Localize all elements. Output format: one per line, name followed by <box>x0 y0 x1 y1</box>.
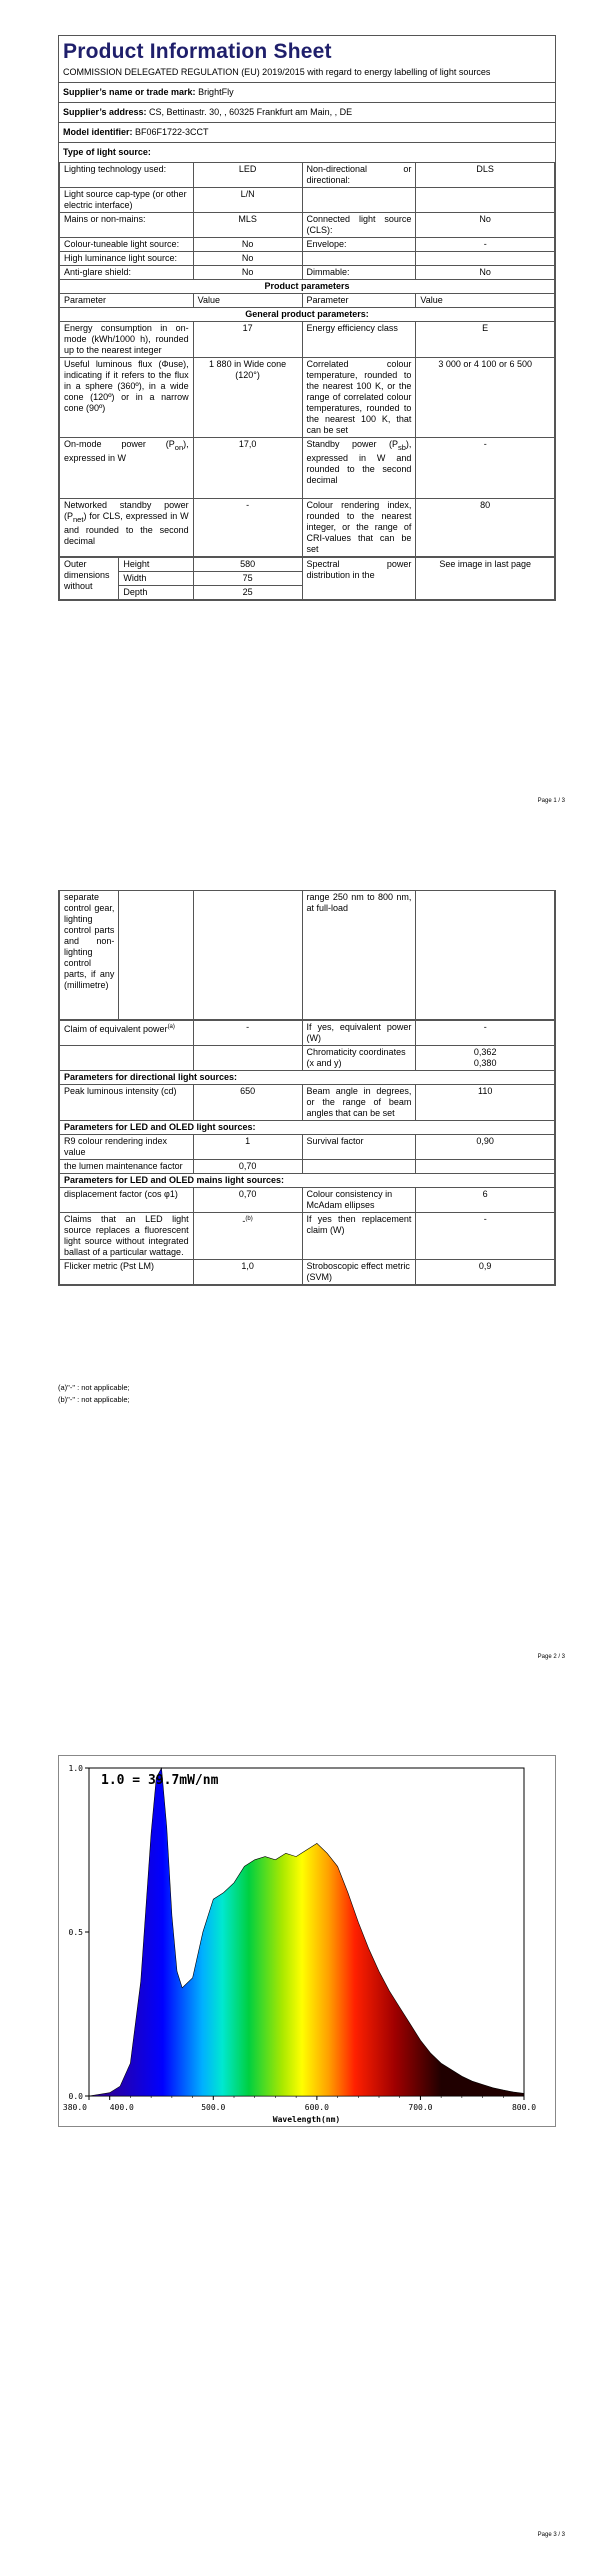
table-row: R9 colour rendering index value 1 Survival factor 0,90 <box>60 1135 555 1160</box>
footnote-a: (a)"-" : not applicable; <box>58 1383 130 1392</box>
page-number: Page 3 / 3 <box>537 2532 565 2538</box>
dimensions-table-part2 <box>59 890 555 1020</box>
x-axis-label: Wavelength(nm) <box>272 2115 341 2124</box>
table-row: displacement factor (cos φ1) 0,70 Colour consistency in McAdam ellipses 6 <box>60 1188 555 1213</box>
spectral-chart <box>58 1755 556 2127</box>
table-row: Energy consumption in on-mode (kWh/1000 h), rounded up to the nearest integer 17 Energy efficiency class E <box>60 322 555 358</box>
x-tick-label: 800.0 <box>511 2103 537 2112</box>
info-sheet-frame-continued <box>58 890 556 1286</box>
spectral-plot <box>59 1756 555 2126</box>
table-row: Useful luminous flux (Φuse), indicating if it refers to the flux in a sphere (360º), in a wide cone (120º) or in a narrow cone (90º) 1 880 in Wide cone (120°) Correlated colour temperature, rounded to the nearest 100 K, or the range of correlated colour temperatures, rounded to the nearest 100 K, that can be set 3 000 or 4 100 or 6 500 <box>60 358 555 438</box>
page-title: Product Information Sheet <box>63 40 332 63</box>
table-row: Networked standby power $(P_{net})$ for CLS, expressed in W and rounded to the second decimal - Colour rendering index, rounded to the nearest integer, or the range of CRI-values that can be set 80 <box>60 499 555 557</box>
supplier-name: BrightFly <box>198 87 234 97</box>
table-row: Depth 25 <box>60 586 555 600</box>
model-row <box>59 123 555 143</box>
page-1 <box>0 0 603 830</box>
parameters-table-page2 <box>59 1020 555 1285</box>
x-tick-label: 400.0 <box>109 2103 134 2112</box>
spectrum-area <box>89 1768 524 2096</box>
supplier-address-label: Supplier’s address: <box>63 107 147 117</box>
light-source-type-header: Type of light source: <box>63 147 151 157</box>
y-tick-label: 0.0 <box>68 2092 83 2101</box>
table-row: Colour-tuneable light source: No Envelope: - <box>60 238 555 252</box>
y-tick-label: 1.0 <box>68 1764 83 1773</box>
supplier-address: CS, Bettinastr. 30, , 60325 Frankfurt am Main, , DE <box>149 107 353 117</box>
table-row: Claim of equivalent power$^{(a)}$ - If yes, equivalent power (W) - <box>60 1021 555 1046</box>
table-row: Anti-glare shield: No Dimmable: No <box>60 266 555 280</box>
footnote-b: (b)"-" : not applicable; <box>58 1395 130 1404</box>
footnotes <box>58 1382 130 1406</box>
page-2 <box>0 830 603 1660</box>
product-parameters-header: Product parameters <box>60 280 555 294</box>
led-header: Parameters for LED and OLED light sources: <box>60 1121 555 1135</box>
page-number: Page 2 / 3 <box>537 1654 565 1660</box>
model-label: Model identifier: <box>63 127 133 137</box>
chart-title: 1.0 = 39.7mW/nm <box>101 1773 219 1788</box>
y-tick-label: 0.5 <box>68 1928 83 1937</box>
table-row: Outer dimensions without Height 580 Spectral power distribution in the See image in last page <box>60 558 555 572</box>
table-row: the lumen maintenance factor 0,70 <box>60 1160 555 1174</box>
supplier-name-label: Supplier’s name or trade mark: <box>63 87 196 97</box>
supplier-address-row <box>59 103 555 123</box>
x-tick-label: 700.0 <box>408 2103 433 2112</box>
table-row: On-mode power $(P_{on})$, expressed in W 17,0 Standby power $(P_{sb})$, expressed in W and rounded to the second decimal - <box>60 438 555 499</box>
supplier-name-row <box>59 83 555 103</box>
model-identifier: BF06F1722-3CCT <box>135 127 209 137</box>
table-row: Width 75 <box>60 572 555 586</box>
directional-header: Parameters for directional light sources: <box>60 1071 555 1085</box>
table-row: Mains or non-mains: MLS Connected light source (CLS): No <box>60 213 555 238</box>
x-tick-label: 600.0 <box>304 2103 329 2112</box>
table-row: separate control gear, lighting control parts and non-lighting control parts, if any (millimetre) range 250 nm to 800 nm, at full-load <box>60 891 555 1020</box>
x-tick-label: 500.0 <box>201 2103 226 2112</box>
dimensions-table-part1 <box>59 557 555 600</box>
table-row: Flicker metric (Pst LM) 1,0 Stroboscopic effect metric (SVM) 0,9 <box>60 1260 555 1285</box>
table-row: Peak luminous intensity (cd) 650 Beam angle in degrees, or the range of beam angles that can be set 110 <box>60 1085 555 1121</box>
general-parameters-header: General product parameters: <box>60 308 555 322</box>
regulation-text: COMMISSION DELEGATED REGULATION (EU) 2019/2015 with regard to energy labelling of light sources <box>59 65 555 83</box>
column-header-row: Parameter Value Parameter Value <box>60 294 555 308</box>
table-row: Claims that an LED light source replaces a fluorescent light source without integrated ballast of a particular wattage. -$^{(b)}$ If yes then replacement claim (W) - <box>60 1213 555 1260</box>
table-row: Lighting technology used: LED Non-directional or directional: DLS <box>60 163 555 188</box>
table-row: High luminance light source: No <box>60 252 555 266</box>
table-row: Light source cap-type (or other electric interface) L/N <box>60 188 555 213</box>
x-tick-label: 380.0 <box>62 2103 87 2112</box>
page-3 <box>0 1660 603 2560</box>
light-source-table <box>59 162 555 557</box>
page-number: Page 1 / 3 <box>537 798 565 804</box>
table-row: Chromaticity coordinates (x and y) 0,362 0,380 <box>60 1046 555 1071</box>
info-sheet-frame <box>58 35 556 601</box>
mains-header: Parameters for LED and OLED mains light sources: <box>60 1174 555 1188</box>
